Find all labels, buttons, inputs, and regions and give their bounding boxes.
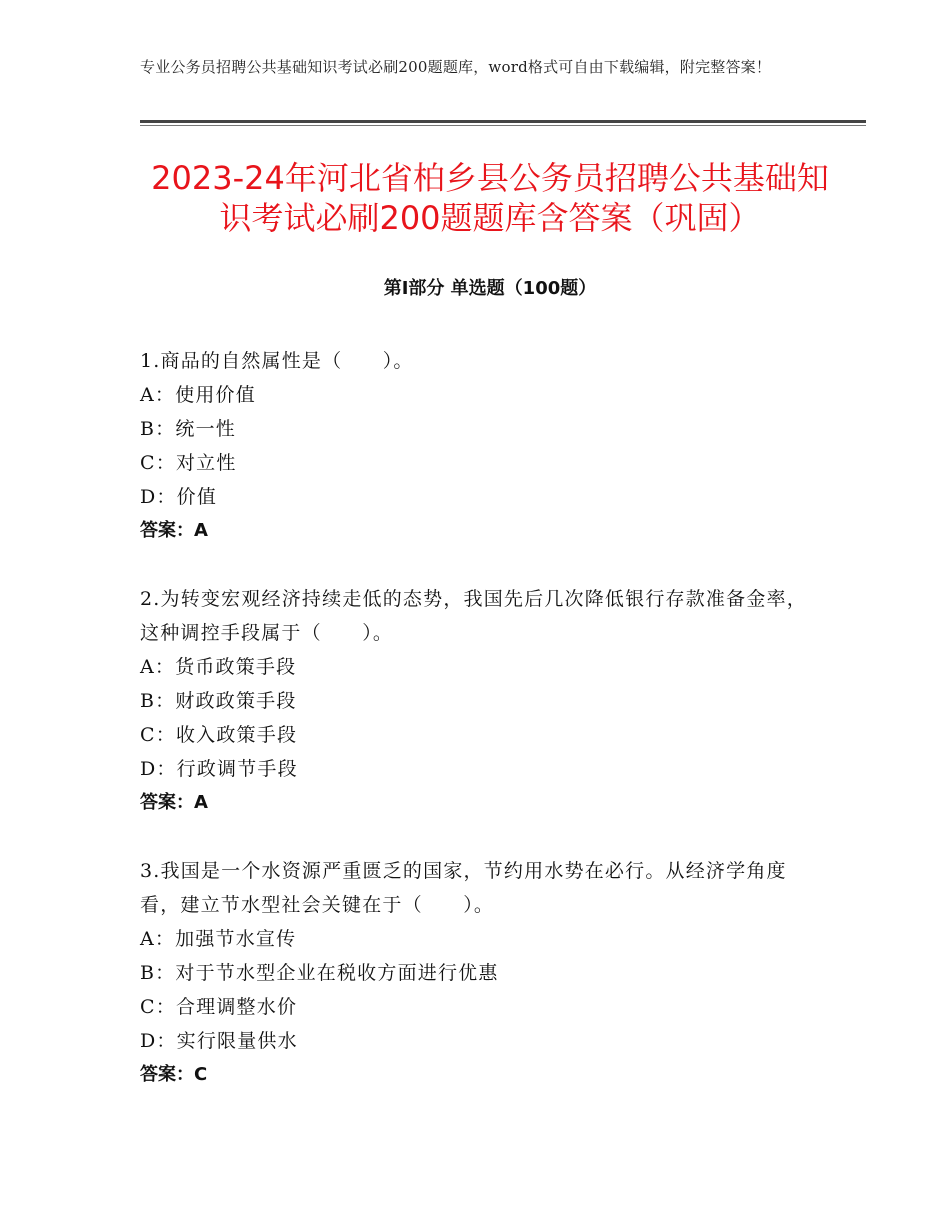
option-d: D：价值 bbox=[140, 486, 218, 508]
header-rule-thin bbox=[140, 125, 866, 126]
question-3 bbox=[140, 854, 820, 1092]
header-note: 专业公务员招聘公共基础知识考试必刷200题题库，word格式可自由下载编辑，附完整答案！ bbox=[140, 58, 772, 76]
option-b: B：统一性 bbox=[140, 418, 236, 440]
answer-label: 答案：A bbox=[140, 792, 208, 813]
question-1 bbox=[140, 344, 820, 548]
option-d: D：行政调节手段 bbox=[140, 758, 298, 780]
part-heading: 第Ⅰ部分 单选题（100题） bbox=[383, 278, 597, 299]
document-title: 2023-24年河北省柏乡县公务员招聘公共基础知识考试必刷200题题库含答案（巩固） bbox=[151, 159, 829, 237]
answer-label: 答案：A bbox=[140, 520, 208, 541]
option-c: C：收入政策手段 bbox=[140, 724, 298, 746]
question-stem: 3.我国是一个水资源严重匮乏的国家，节约用水势在必行。从经济学角度看，建立节水型社会关键在于（ ）。 bbox=[140, 860, 787, 916]
option-c: C：合理调整水价 bbox=[140, 996, 298, 1018]
question-stem: 2.为转变宏观经济持续走低的态势，我国先后几次降低银行存款准备金率，这种调控手段属于（ ）。 bbox=[140, 588, 807, 644]
option-b: B：财政政策手段 bbox=[140, 690, 297, 712]
header-rule-thick bbox=[140, 120, 866, 123]
option-b: B：对于节水型企业在税收方面进行优惠 bbox=[140, 962, 499, 984]
option-c: C：对立性 bbox=[140, 452, 237, 474]
question-stem: 1.商品的自然属性是（ ）。 bbox=[140, 350, 414, 372]
answer-label: 答案：C bbox=[140, 1064, 208, 1085]
option-d: D：实行限量供水 bbox=[140, 1030, 298, 1052]
question-2 bbox=[140, 582, 820, 820]
option-a: A：货币政策手段 bbox=[140, 656, 297, 678]
question-list bbox=[140, 344, 820, 1126]
option-a: A：使用价值 bbox=[140, 384, 256, 406]
option-a: A：加强节水宣传 bbox=[140, 928, 297, 950]
